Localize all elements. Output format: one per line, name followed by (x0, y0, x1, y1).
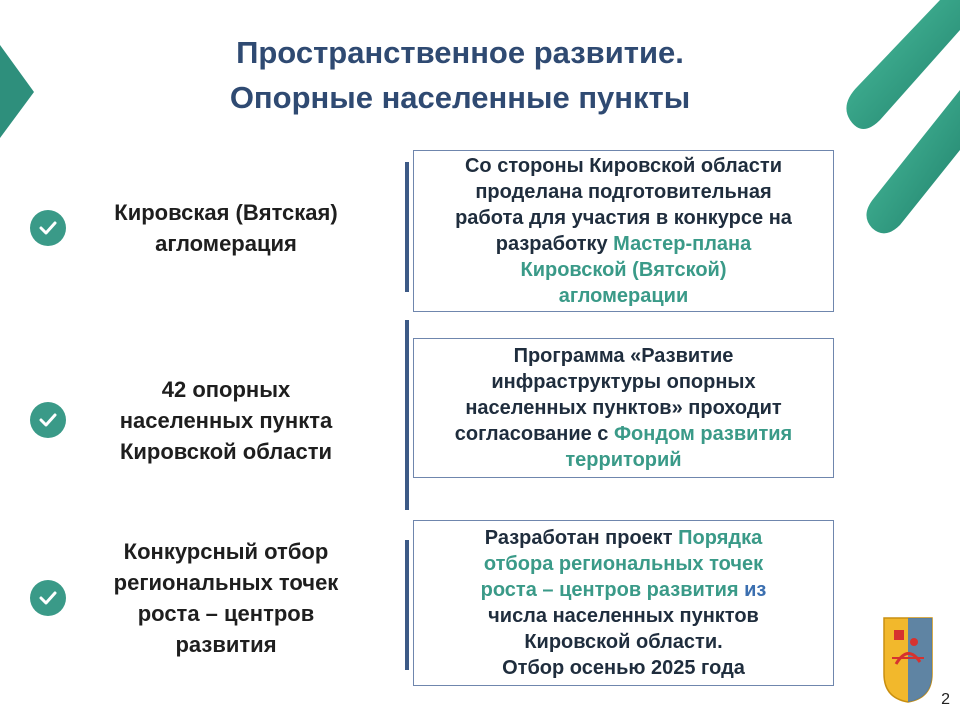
infrastructure-program-box: Программа «Развитие инфраструктуры опорных населенных пунктов» проходит согласование с Фондом развития территорий (413, 338, 834, 478)
title-line-1: Пространственное развитие. (236, 35, 684, 70)
support-settlements-item (30, 365, 380, 475)
growth-points-item (30, 533, 380, 663)
support-settlements-label: 42 опорных населенных пункта Кировской области (119, 376, 333, 464)
page-number: 2 (941, 691, 950, 708)
page-title (0, 30, 920, 120)
divider-bar (405, 540, 409, 670)
master-plan-info-box: Со стороны Кировской области проделана подготовительная работа для участия в конкурсе на разработку Мастер-плана Кировской (Вятской) агломерации (413, 150, 834, 312)
check-circle-icon (30, 210, 66, 246)
divider-bar (405, 320, 409, 510)
growth-points-label: Конкурсный отбор региональных точек роста – центров развития (113, 539, 339, 657)
agglomeration-item (30, 188, 380, 268)
selection-procedure-box: Разработан проект Порядка отбора региональных точек роста – центров развития из числа населенных пунктов Кировской области. Отбор осенью 2025 года (413, 520, 834, 686)
check-circle-icon (30, 580, 66, 616)
title-line-2: Опорные населенные пункты (229, 80, 691, 115)
agglomeration-label: Кировская (Вятская) агломерация (114, 200, 338, 256)
kirov-region-emblem-icon (880, 614, 936, 704)
check-circle-icon (30, 402, 66, 438)
divider-bar (405, 162, 409, 292)
